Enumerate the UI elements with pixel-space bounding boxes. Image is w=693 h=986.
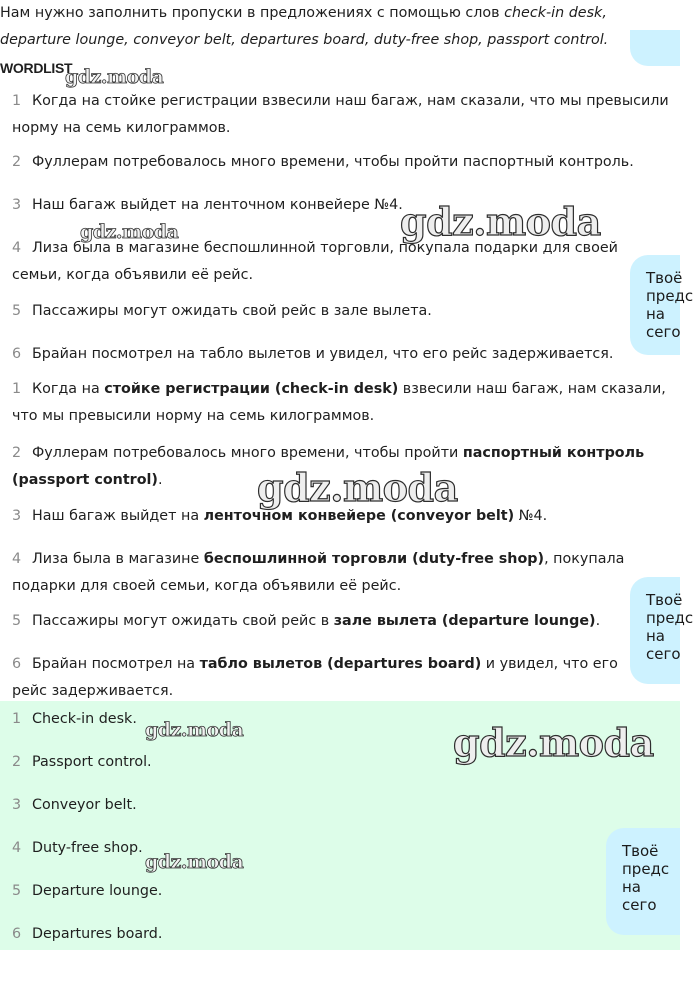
- question-item: [12, 298, 672, 325]
- filled-pre: Фуллерам потребовалось много времени, чтобы пройти: [32, 445, 463, 461]
- watermark: gdz.moda: [80, 221, 179, 243]
- filled-post: , покупала подарки для своей семьи, когда объявили её рейс.: [12, 551, 625, 594]
- filled-sentence: [12, 608, 672, 635]
- filled-sentence: [12, 376, 672, 430]
- promo-text: на сего: [646, 627, 681, 663]
- filled-post: взвесили наш багаж, нам сказали, что мы превысили норму на семь килограммов.: [12, 381, 666, 424]
- filled-number: 4: [12, 551, 22, 567]
- answer-text: Departures board.: [32, 926, 163, 942]
- filled-pre: Брайан посмотрел на: [32, 656, 200, 672]
- filled-answer: табло вылетов (departures board): [199, 656, 482, 672]
- question-item: [12, 341, 672, 368]
- answer-number: 5: [12, 883, 22, 899]
- filled-number: 5: [12, 613, 22, 629]
- answer-item: [12, 835, 672, 862]
- answer-item: [12, 878, 672, 905]
- promo-text: Твоё: [622, 842, 659, 860]
- filled-pre: Когда на: [32, 381, 105, 397]
- filled-post: №4.: [514, 508, 548, 524]
- promo-text: на сего: [646, 305, 681, 341]
- filled-number: 6: [12, 656, 22, 672]
- watermark: gdz.moda: [65, 66, 164, 88]
- watermark: gdz.moda: [400, 199, 601, 244]
- answer-text: Duty-free shop.: [32, 840, 143, 856]
- question-text: Когда на стойке регистрации взвесили наш багаж, нам сказали, что мы превысили норму на семь килограммов.: [12, 93, 669, 136]
- question-number: 5: [12, 303, 22, 319]
- filled-answer: беспошлинной торговли (duty-free shop): [203, 551, 545, 567]
- promo-text: предс: [622, 860, 670, 878]
- question-text: Брайан посмотрел на табло вылетов и увидел, что его рейс задерживается.: [32, 346, 614, 362]
- question-text: Пассажиры могут ожидать свой рейс в зале вылета.: [32, 303, 432, 319]
- answer-number: 4: [12, 840, 22, 856]
- promo-text: предс: [646, 609, 693, 627]
- filled-post: и увидел, что его рейс задерживается.: [12, 656, 618, 699]
- promo-text: Твоё: [646, 269, 683, 287]
- instructions-wordlist: check-in desk, departure lounge, conveyor belt, departures board, duty-free shop, passport control.: [0, 5, 609, 48]
- promo-bubble[interactable]: [630, 255, 693, 355]
- watermark: gdz.moda: [453, 720, 654, 765]
- filled-number: 2: [12, 445, 22, 461]
- answer-number: 2: [12, 754, 22, 770]
- filled-post: .: [595, 613, 601, 629]
- promo-text: на сего: [622, 878, 657, 914]
- question-item: [12, 149, 672, 176]
- answer-text: Passport control.: [32, 754, 152, 770]
- filled-number: 3: [12, 508, 22, 524]
- wordlist-heading: WORDLIST: [0, 60, 73, 76]
- answer-number: 1: [12, 711, 22, 727]
- watermark: gdz.moda: [257, 465, 458, 510]
- question-number: 4: [12, 240, 22, 256]
- filled-answer: стойке регистрации (check-in desk): [104, 381, 399, 397]
- answer-text: Departure lounge.: [32, 883, 163, 899]
- question-number: 2: [12, 154, 22, 170]
- answer-text: Conveyor belt.: [32, 797, 137, 813]
- question-item: [12, 88, 672, 142]
- filled-answer: ленточном конвейере (conveyor belt): [203, 508, 515, 524]
- answer-item: [12, 921, 672, 948]
- promo-text: предс: [646, 287, 693, 305]
- filled-pre: Наш багаж выйдет на: [32, 508, 204, 524]
- promo-text: Твоё: [646, 591, 683, 609]
- filled-sentence: [12, 651, 622, 705]
- filled-post: .: [157, 472, 163, 488]
- filled-answer: зале вылета (departure lounge): [333, 613, 596, 629]
- answer-number: 3: [12, 797, 22, 813]
- watermark: gdz.moda: [145, 719, 244, 741]
- question-number: 1: [12, 93, 22, 109]
- filled-pre: Лиза была в магазине: [32, 551, 204, 567]
- question-number: 6: [12, 346, 22, 362]
- filled-number: 1: [12, 381, 22, 397]
- answer-text: Check-in desk.: [32, 711, 137, 727]
- question-text: Фуллерам потребовалось много времени, чтобы пройти паспортный контроль.: [32, 154, 634, 170]
- answer-item: [12, 792, 672, 819]
- question-text: Наш багаж выйдет на ленточном конвейере №4.: [32, 197, 403, 213]
- promo-bubble[interactable]: [606, 828, 680, 935]
- promo-bubble[interactable]: [630, 30, 680, 66]
- watermark: gdz.moda: [145, 851, 244, 873]
- filled-sentence: [12, 546, 672, 600]
- answer-number: 6: [12, 926, 22, 942]
- filled-pre: Пассажиры могут ожидать свой рейс в: [32, 613, 334, 629]
- promo-bubble[interactable]: [630, 577, 693, 684]
- task-instructions: [0, 0, 680, 54]
- instructions-text: Нам нужно заполнить пропуски в предложениях с помощью слов: [0, 5, 505, 21]
- question-number: 3: [12, 197, 22, 213]
- filled-answer: паспортный контроль (passport control): [12, 445, 645, 488]
- question-text: Лиза была в магазине беспошлинной торговли, покупала подарки для своей семьи, когда объявили её рейс.: [12, 240, 618, 283]
